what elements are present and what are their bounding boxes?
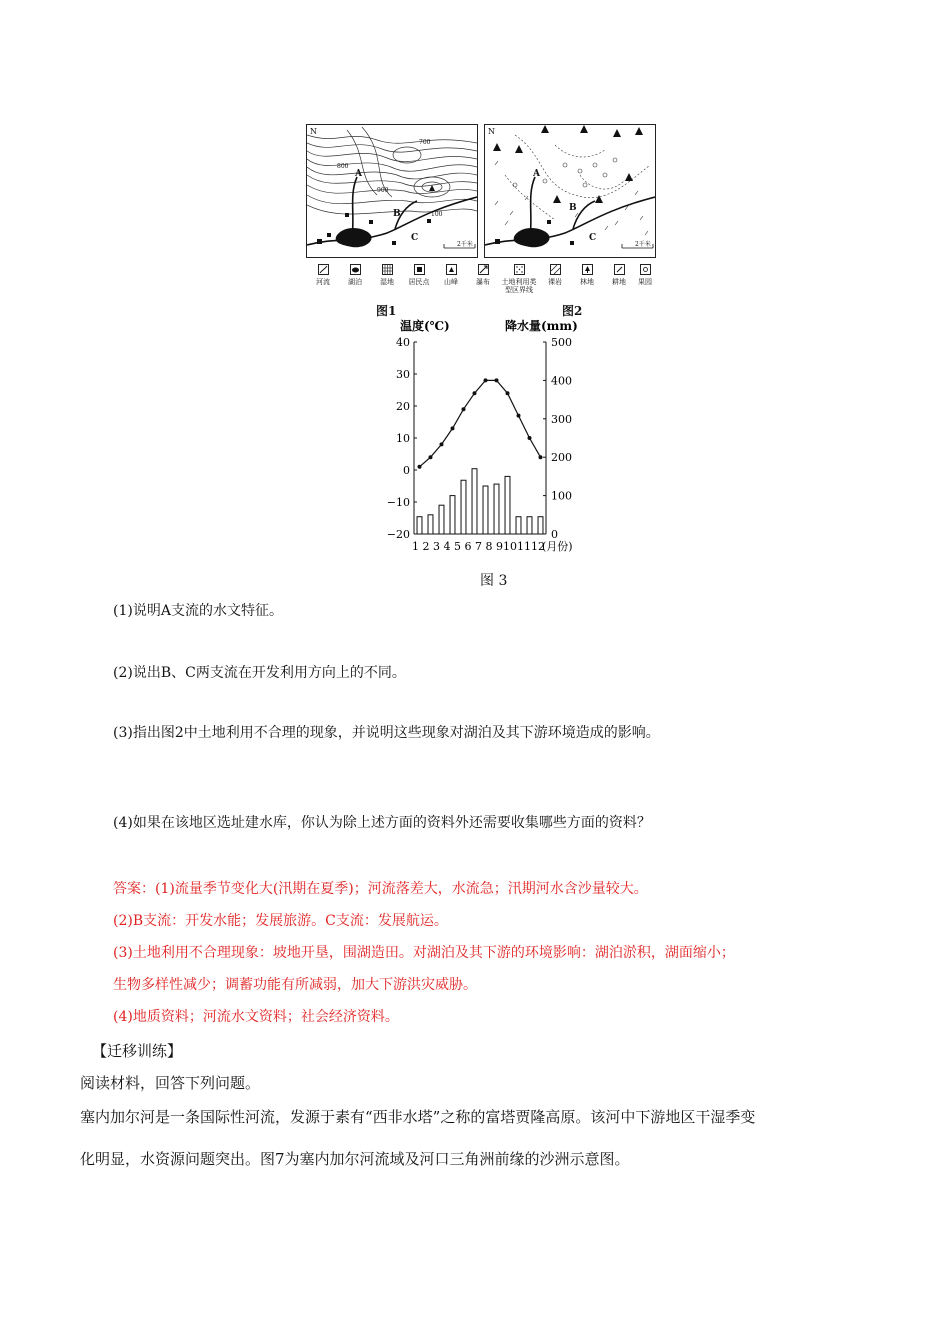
- legend-item: 土地利用类型区界线: [500, 264, 538, 294]
- peak-icon: [446, 264, 457, 275]
- right-axis-title: 降水量(mm): [505, 319, 578, 333]
- precip-bar: [494, 484, 499, 534]
- left-tick-label: 10: [396, 432, 410, 445]
- left-axis-title: 温度(℃): [400, 319, 450, 333]
- temperature-line: [420, 380, 541, 466]
- contour-map: [307, 125, 477, 257]
- precip-bar: [428, 515, 433, 534]
- right-tick-label: 200: [551, 451, 572, 465]
- climate-chart: [380, 318, 600, 583]
- question-1: (1)说明A支流的水文特征。: [113, 603, 283, 619]
- left-tick-label: 40: [396, 336, 410, 349]
- map-figure-2: [484, 124, 656, 258]
- instruction: 阅读材料，回答下列问题。: [80, 1074, 261, 1092]
- left-tick-label: 0: [403, 464, 410, 477]
- point-a: A: [355, 169, 362, 179]
- temperature-point: [451, 426, 455, 430]
- answer-line-5: (4)地质资料；河流水文资料；社会经济资料。: [113, 1009, 399, 1025]
- right-tick-label: 0: [551, 528, 558, 541]
- precip-bar: [505, 476, 510, 534]
- legend-item: 裸岩: [540, 264, 570, 286]
- section-title: 【迁移训练】: [92, 1042, 183, 1060]
- figure-2-label: 图2: [562, 304, 583, 318]
- forest-icon: [582, 264, 593, 275]
- temperature-point: [462, 407, 466, 411]
- legend-item: 湖泊: [340, 264, 370, 286]
- contour-label: 900: [377, 187, 389, 194]
- climate-chart-svg: [380, 318, 600, 583]
- figure-3-caption: 图 3: [480, 573, 508, 589]
- precip-bar: [527, 517, 532, 534]
- scale-label: 2千米: [457, 241, 473, 248]
- legend-item: 湿地: [372, 264, 402, 286]
- point-b: B: [393, 209, 401, 219]
- temperature-point: [484, 378, 488, 382]
- point-b: B: [569, 203, 577, 213]
- question-3: (3)指出图2中土地利用不合理的现象，并说明这些现象对湖泊及其下游环境造成的影响。: [113, 725, 660, 741]
- legend-item: 河流: [308, 264, 338, 286]
- point-a: A: [533, 169, 540, 179]
- precip-bar: [472, 469, 477, 534]
- question-4: (4)如果在该地区选址建水库，你认为除上述方面的资料外还需要收集哪些方面的资料？: [113, 815, 651, 831]
- precip-bar: [516, 517, 521, 534]
- x-tick-labels: 1 2 3 4 5 6 7 8 9101112: [412, 540, 545, 553]
- land-use-map: [485, 125, 655, 257]
- paragraph-line-1: 塞内加尔河是一条国际性河流，发源于素有“西非水塔”之称的富塔贾隆高原。该河中下游地区干湿季变: [80, 1108, 756, 1126]
- map-legend: [308, 264, 658, 300]
- legend-item: 林地: [572, 264, 602, 286]
- temperature-point: [517, 414, 521, 418]
- point-c: C: [411, 233, 419, 243]
- precip-bar: [417, 517, 422, 534]
- left-tick-label: 30: [396, 368, 410, 381]
- contour-label: 100: [431, 211, 443, 218]
- right-tick-label: 400: [551, 374, 572, 388]
- left-tick-label: 20: [396, 400, 410, 413]
- temperature-point: [418, 465, 422, 469]
- left-tick-label: −20: [386, 528, 410, 541]
- legend-item: 瀑布: [468, 264, 498, 286]
- legend-item: 耕地: [604, 264, 634, 286]
- right-tick-label: 300: [551, 412, 572, 426]
- river-icon: [318, 264, 329, 275]
- precip-bar: [538, 517, 543, 534]
- map-figure-1: [306, 124, 478, 258]
- precip-bar: [461, 480, 466, 534]
- farmland-icon: [614, 264, 625, 275]
- precip-bar: [439, 505, 444, 534]
- bare-rock-icon: [550, 264, 561, 275]
- temperature-point: [506, 391, 510, 395]
- north-arrow: N: [488, 127, 495, 136]
- question-2: (2)说出B、C两支流在开发利用方向上的不同。: [113, 665, 406, 681]
- answer-line-1: 答案：(1)流量季节变化大(汛期在夏季)；河流落差大，水流急；汛期河水含沙量较大。: [113, 881, 648, 897]
- temperature-point: [429, 455, 433, 459]
- wetland-icon: [382, 264, 393, 275]
- map-figures: [306, 124, 658, 320]
- legend-item: 山峰: [436, 264, 466, 286]
- north-arrow: N: [310, 127, 317, 136]
- paragraph-line-2: 化明显，水资源问题突出。图7为塞内加尔河流域及河口三角洲前缘的沙洲示意图。: [80, 1150, 630, 1168]
- right-tick-label: 100: [551, 489, 572, 503]
- orchard-icon: [640, 264, 651, 275]
- answer-line-4: 生物多样性减少；调蓄功能有所减弱，加大下游洪灾威胁。: [113, 977, 477, 993]
- point-c: C: [589, 233, 597, 243]
- waterfall-icon: [478, 264, 489, 275]
- temperature-point: [440, 442, 444, 446]
- settlement-icon: [414, 264, 425, 275]
- temperature-point: [539, 455, 543, 459]
- scale-label: 2千米: [635, 241, 651, 248]
- temperature-point: [473, 391, 477, 395]
- lake-icon: [350, 264, 361, 275]
- left-tick-label: −10: [386, 496, 410, 509]
- right-tick-label: 500: [551, 336, 572, 349]
- answer-line-3: (3)土地利用不合理现象：坡地开垦，围湖造田。对湖泊及其下游的环境影响：湖泊淤积，湖面缩小；: [113, 945, 735, 961]
- x-axis-unit: (月份): [542, 540, 573, 553]
- precip-bar: [450, 496, 455, 534]
- contour-label: 700: [419, 139, 431, 146]
- legend-item: 果园: [630, 264, 660, 286]
- temperature-point: [528, 436, 532, 440]
- temperature-point: [495, 378, 499, 382]
- contour-label: 800: [337, 163, 349, 170]
- answer-line-2: (2)B支流：开发水能；发展旅游。C支流：发展航运。: [113, 913, 448, 929]
- precip-bar: [483, 486, 488, 534]
- legend-item: 居民点: [404, 264, 434, 286]
- boundary-icon: [514, 264, 525, 275]
- figure-1-label: 图1: [376, 304, 397, 318]
